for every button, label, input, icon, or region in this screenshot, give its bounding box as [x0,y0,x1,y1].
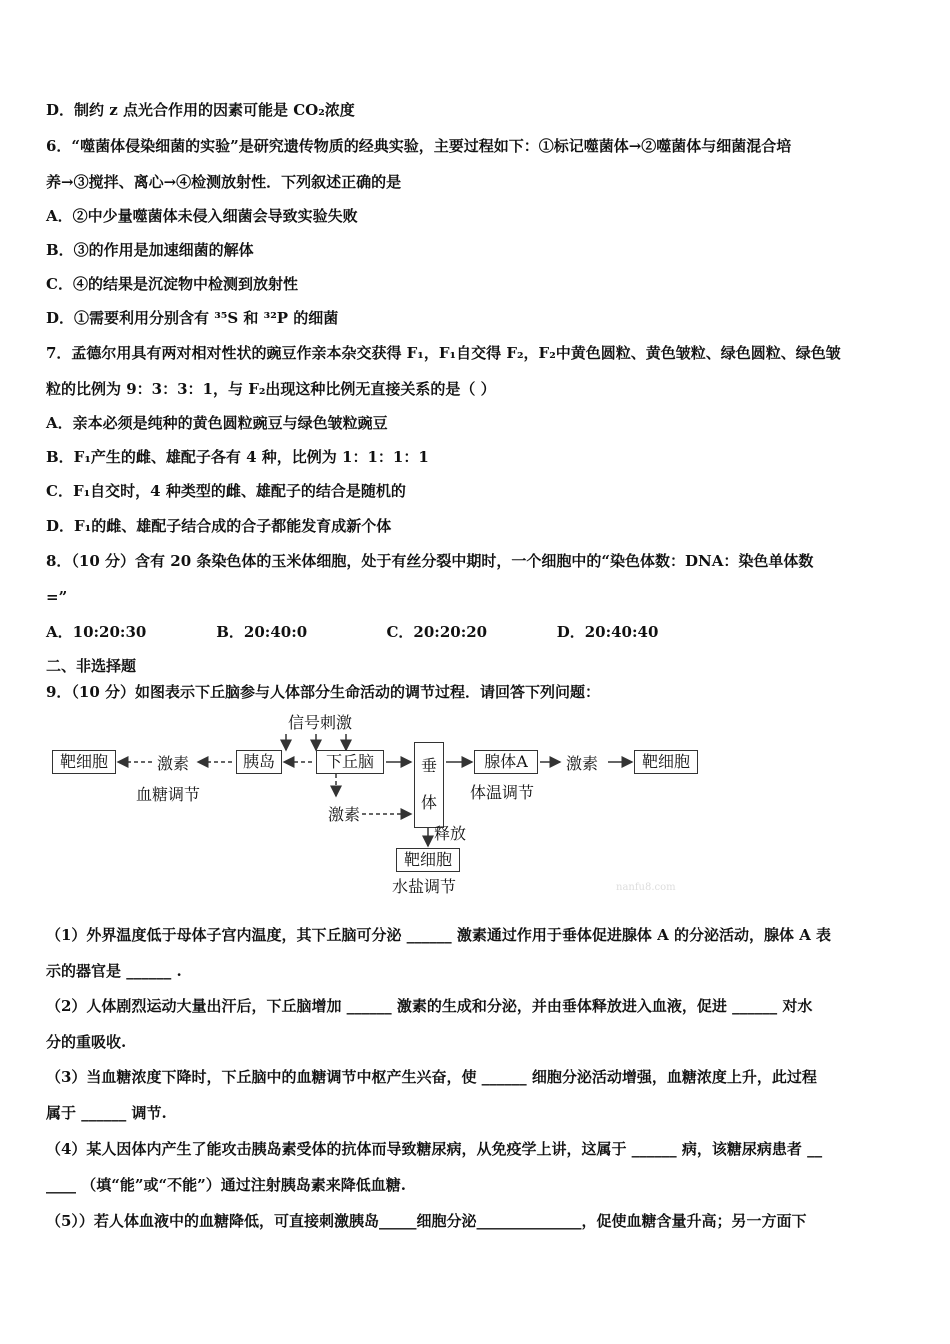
q8-option-c: C．20:20:20 [386,623,488,641]
q9-part4-line1: （4）某人因体内产生了能攻击胰岛素受体的抗体而导致糖尿病，从免疫学上讲，这属于 ______ 病，该糖尿病患者 __ [46,1140,823,1158]
q9-part2-line2: 分的重吸收. [46,1033,127,1051]
q9-part1-line2: 示的器官是 ______ . [46,962,182,980]
q8-option-b: B．20:40:0 [216,623,308,641]
q6-option-d: D．①需要利用分别含有 ³⁵S 和 ³²P 的细菌 [46,309,339,327]
watermark: nanfu8.com [616,882,676,893]
q8-options [46,622,658,642]
q8-stem-line1: 8．（10 分）含有 20 条染色体的玉米体细胞，处于有丝分裂中期时，一个细胞中的“染色体数：DNA：染色单体数 [46,552,814,570]
q6-option-a: A．②中少量噬菌体未侵入细菌会导致实验失败 [46,207,358,225]
q8-stem-line2: =” [46,588,68,606]
q8-option-a: A．10:20:30 [46,623,147,641]
hormone-down-label: 激素 [328,805,361,824]
q7-stem-line2: 粒的比例为 9：3：3：1，与 F₂出现这种比例无直接关系的是（ ） [46,380,496,398]
q6-option-b: B．③的作用是加速细菌的解体 [46,241,254,259]
q9-part4-line2: ____ （填“能”或“不能”）通过注射胰岛素来降低血糖. [46,1176,406,1194]
q6-stem-line2: 养→③搅拌、离心→④检测放射性．下列叙述正确的是 [46,173,402,191]
hormone-right-label: 激素 [566,754,599,773]
target-cell-left: 靶细胞 [52,750,116,774]
release-label: 释放 [434,824,467,843]
q5-option-d: D．制约 z 点光合作用的因素可能是 CO₂浓度 [46,101,355,119]
q9-part1-line1: （1）外界温度低于母体子宫内温度，其下丘脑可分泌 ______ 激素通过作用于垂体促进腺体 A 的分泌活动，腺体 A 表 [46,926,832,944]
body-temp-label: 体温调节 [470,783,535,802]
q9-part3-line2: 属于 ______ 调节. [46,1104,167,1122]
q7-option-c: C．F₁自交时，4 种类型的雌、雄配子的结合是随机的 [46,482,406,500]
blood-sugar-label: 血糖调节 [136,785,201,804]
q8-option-d: D．20:40:40 [556,623,659,641]
q7-option-a: A．亲本必须是纯种的黄色圆粒豌豆与绿色皱粒豌豆 [46,414,388,432]
pituitary-char-2: 体 [420,793,437,812]
q6-stem-line1: 6．“噬菌体侵染细菌的实验”是研究遗传物质的经典实验，主要过程如下：①标记噬菌体→②噬菌体与细菌混合培 [46,137,792,155]
q7-stem-line1: 7．孟德尔用具有两对相对性状的豌豆作亲本杂交获得 F₁，F₁自交得 F₂，F₂中黄色圆粒、黄色皱粒、绿色圆粒、绿色皱 [46,344,841,362]
target-cell-bottom: 靶细胞 [396,848,460,872]
q6-option-c: C．④的结果是沉淀物中检测到放射性 [46,275,298,293]
q9-part2-line1: （2）人体剧烈运动大量出汗后，下丘脑增加 ______ 激素的生成和分泌，并由垂体释放进入血液，促进 ______ 对水 [46,997,813,1015]
q7-option-d: D．F₁的雌、雄配子结合成的合子都能发育成新个体 [46,517,392,535]
islet-box: 胰岛 [236,750,282,774]
pituitary-box [414,742,444,828]
signal-label: 信号刺激 [288,713,353,732]
pituitary-char-1: 垂 [420,756,437,775]
water-salt-label: 水盐调节 [392,877,457,896]
hormone-left-label: 激素 [157,754,190,773]
q9-stem: 9．（10 分）如图表示下丘脑参与人体部分生命活动的调节过程．请回答下列问题： [46,683,601,701]
gland-a-box: 腺体A [474,750,538,774]
target-cell-right: 靶细胞 [634,750,698,774]
q7-option-b: B．F₁产生的雌、雄配子各有 4 种，比例为 1：1：1：1 [46,448,429,466]
q9-part5-line1: （5））若人体血液中的血糖降低，可直接刺激胰岛_____细胞分泌______________，促使血糖含量升高；另一方面下 [46,1212,807,1230]
q9-part3-line1: （3）当血糖浓度下降时，下丘脑中的血糖调节中枢产生兴奋，使 ______ 细胞分泌活动增强，血糖浓度上升，此过程 [46,1068,817,1086]
section-heading: 二、非选择题 [46,657,137,675]
regulation-diagram [46,706,706,902]
hypothalamus-box: 下丘脑 [316,750,384,774]
